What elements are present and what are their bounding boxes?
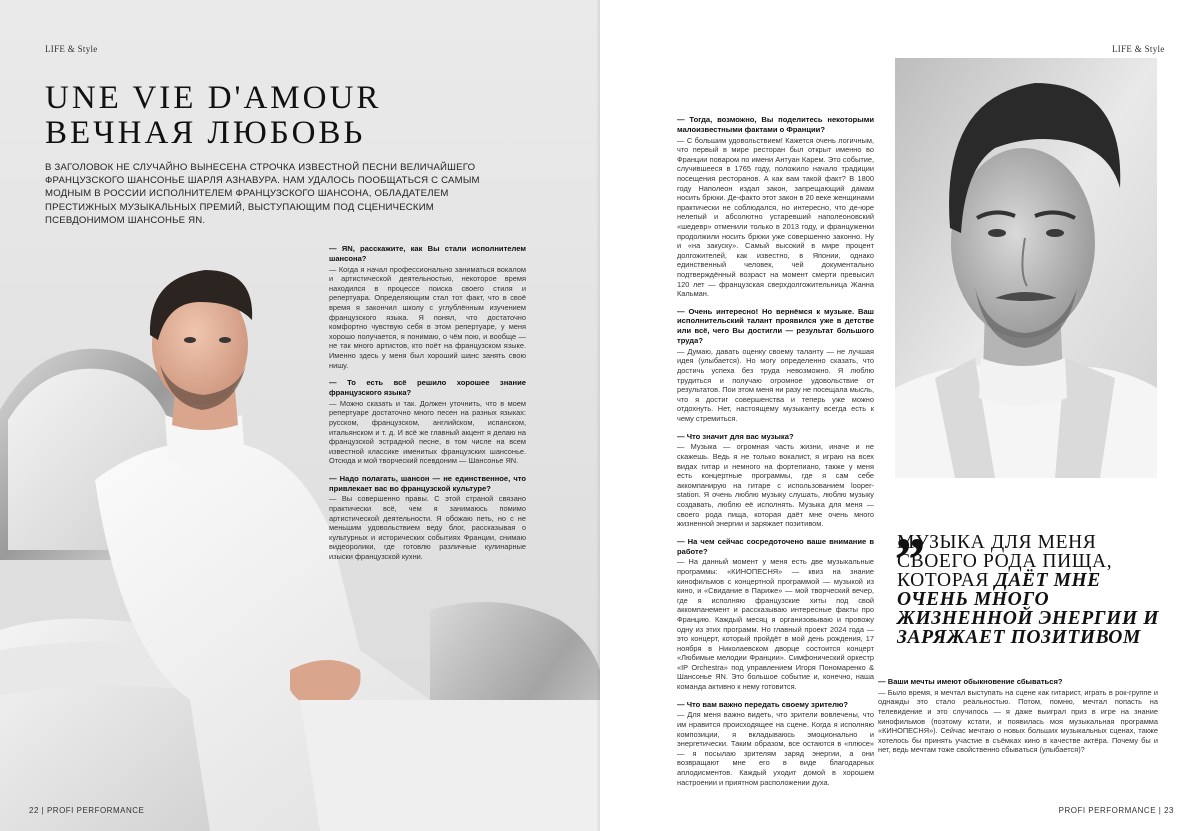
right-footer [1059,806,1174,815]
question: — Надо полагать, шансон — не единственное, что привлекает вас во французской культуре? [329,473,526,493]
right-page [600,0,1200,831]
answer: — Для меня важно видеть, что зрители вовлечены, что им нравится происходящее на сцене. Когда я исполняю композиции, я вкладываюсь эмоционально и энергетически. Таким образом, все остаются в «плюсе» — я посылаю зрителям заряд энергии, а они возвращают мне его в виде благодарных аплодисментов. Каждый уходит домой в хорошем настроении и приятном расположении духа. [677,710,874,787]
answer: — Вы совершенно правы. С этой страной связано практически всё, чем я занимаюсь помимо артистической деятельности. Я обожаю петь, но с не меньшим удовольствием веду блог, рассказывая о культурных и исторических событиях Франции, снимаю видеоролики, где готовлю различные кулинарные изыски французской кухни. [329,494,526,562]
answer: — Было время, я мечтал выступать на сцене как гитарист, играть в рок-группе и однажды это стало реальностью. Потом, помню, мечтал попасть на телевидение и это случилось — я даже выиграл приз в игре на знание кинофильмов (поэтому кстати, и появилась моя музыкальная программа «КИНОПЕСНЯ»). Сейчас мечтаю о новых больших музыкальных сценах, также хотелось бы принять участие в съёмках кино в качестве актёра. Почему бы и нет, ведь мечтам тоже свойственно сбываться (улыбается)? [878,687,1158,755]
question: — Ваши мечты имеют обыкновение сбываться? [878,677,1063,686]
pull-quote [897,533,1167,647]
answer: — Музыка — огромная часть жизни, иначе и не скажешь. Ведь я не только вокалист, я играю на всех видах гитар и немного на фортепиано, также у меня есть концертные программы, где я сам себе аккомпанирую на гитаре с использованием looper-station. Я очень люблю музыку слушать, люблю музыку создавать, люблю её исполнять. Музыка для меня — своего рода пища, которая даёт мне очень много жизненной энергии и заряжает позитивом. [677,442,874,529]
question: — Что вам важно передать своему зрителю? [677,699,849,709]
quote-mark-icon: „ [895,494,926,562]
article-title-french: UNE VIE D'AMOUR [45,80,382,116]
footer-separator: | [1158,806,1162,815]
section-label-left: LIFE & Style [45,44,98,54]
interview-column-left [329,244,526,562]
page-number-left: 22 [29,806,39,815]
question: — Очень интересно! Но вернёмся к музыке. Ваш исполнительский талант проявился уже в детстве или всё, чего Вы достигли — результат большого труда? [677,306,874,346]
pull-quote-line2: ДАЁТ МНЕ ОЧЕНЬ МНОГО ЖИЗНЕННОЙ ЭНЕРГИИ И ЗАРЯЖАЕТ ПОЗИТИВОМ [897,570,1159,648]
left-footer [29,806,144,815]
answer: — Можно сказать и так. Должен уточнить, что в моем репертуаре достаточно много песен на разных языках: русском, французском, английском, испанском, итальянском и т. д. И всё же главный акцент я делаю на французской эстрадной песне, в том числе на всем известной классике именитых французских шансонье. Отсюда и мой творческий псевдоним — Шансонье ЯN. [329,398,526,466]
section-label-right: LIFE & Style [1112,44,1165,54]
question: — То есть всё решило хорошее знание французского языка? [329,378,526,397]
article-lead: В ЗАГОЛОВОК НЕ СЛУЧАЙНО ВЫНЕСЕНА СТРОЧКА ИЗВЕСТНОЙ ПЕСНИ ВЕЛИЧАЙШЕГО ФРАНЦУЗСКОГО ШАНСОНЬЕ ШАРЛЯ АЗНАВУРА. НАМ УДАЛОСЬ ПООБЩАТЬСЯ С САМЫМ МОДНЫМ В РОССИИ ИСПОЛНИТЕЛЕМ ФРАНЦУЗСКОГО ШАНСОНА, ОБЛАДАТЕЛЕМ ПРЕСТИЖНЫХ МУЗЫКАЛЬНЫХ ПРЕМИЙ, ВЫСТУПАЮЩИМ ПОД СЦЕНИЧЕСКИМ ПСЕВДОНИМОМ ШАНСОНЬЕ ЯN. [45,162,480,226]
answer: — С большим удовольствием! Кажется очень логичным, что первый в мире ресторан был открыт именно во Франции поваром по имени Антуан Карем. Это событие, случившееся в 1765 году, положило начало традиции посещения ресторанов. А как вам такой факт? В 1800 году Наполеон издал закон, запрещающий дамам носить брюки. Де-факто этот закон в 20 веке женщинами практически не соблюдался, но интересно, что де-юре нелепый и абсолютно устаревший наполеоновский «шедевр» отменили только в 2013 году, и француженки продолжили носить брюки уже совершенно законно. Ну и «на закуску». Самый высокий в мире процент долгожителей, как известно, в Японии, однако единственный человек, чей документально подтверждённый возраст на момент смерти превысил 120 лет — французская сверхдолгожительница Жанна Кальман. [677,135,874,299]
question: — ЯN, расскажите, как Вы стали исполнителем шансона? [329,244,526,263]
magazine-brand-left: PROFI PERFORMANCE [46,806,145,815]
answer: — Когда я начал профессионально заниматься вокалом и артистической деятельностью, некоторое время находился в процессе поиска своего стиля и репертуара. Определяющим стал тот факт, что в своё время я закончил школу с углублённым изучением французского языка. Я понял, что достаточно комфортно чувствую себя в этом репертуаре, у меня хорошо получается, я понимаю, о чём пою, и вообще — не так много артистов, кто поёт на французском языке. Именно здесь у меня был хороший шанс занять свою нишу. [329,264,526,370]
article-title-russian: ВЕЧНАЯ ЛЮБОВЬ [45,115,366,151]
magazine-brand-right: PROFI PERFORMANCE [1058,806,1157,815]
answer: — На данный момент у меня есть две музыкальные программы: «КИНОПЕСНЯ» — квиз на знание кинофильмов с концертной программой — музыкой из кино, и «Свидание в Париже» — мой творческий вечер, где я исполняю французские хиты под свой аккомпанемент и рассказываю интересные факты про Францию. Каждый месяц я организовываю и провожу одну из этих программ. Но главный проект 2024 года — это концерт, который пройдёт в мой день рождения, 17 ноября в Николаевском дворце состоится концерт «Любимые мелодии Франции». Симфонический оркестр «IP Orchestra» под управлением Игоря Пономаренко & Шансонье ЯN. Это большое событие и, конечно, наша команда активно к нему готовится. [677,557,874,692]
interview-column-middle [677,115,874,787]
question: — Что значит для вас музыка? [677,431,794,441]
page-number-right: 23 [1164,806,1174,815]
question: — Тогда, возможно, Вы поделитесь некоторыми малоизвестными фактами о Франции? [677,115,874,134]
question: — На чем сейчас сосредоточено ваше внимание в работе? [677,536,874,556]
answer: — Думаю, давать оценку своему таланту — не лучшая идея (улыбается). Но могу определенно сказать, что достичь успеха без труда невозможно. Я люблю трудиться и получаю огромное удовольствие от результатов. Пои этом меня ни разу не посещала мысль, что я достиг совершенства и теперь уже можно отдохнуть. Нет, настоящему музыканту всегда есть к чему стремиться. [677,346,874,424]
portrait-photo-closeup [895,58,1157,478]
footer-separator: | [41,806,45,815]
pull-quote-line1: МУЗЫКА ДЛЯ МЕНЯ СВОЕГО РОДА ПИЩА, КОТОРАЯ [897,532,1113,591]
interview-column-right [878,677,1158,755]
